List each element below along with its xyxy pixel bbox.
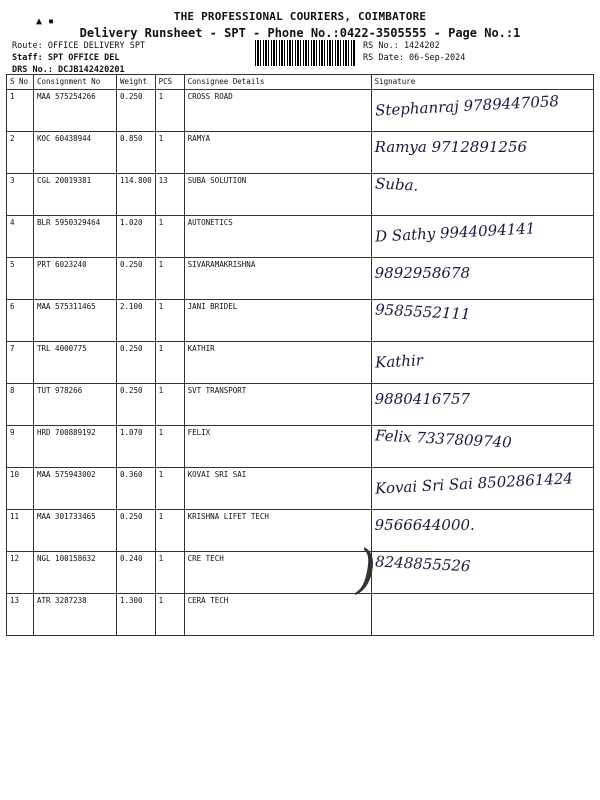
consignment-cell: CGL 20019381 [34,174,117,216]
route-line: Route: OFFICE DELIVERY SPT [12,41,146,51]
consignment-cell: TRL 4000775 [34,342,117,384]
pcs-cell: 1 [155,468,184,510]
weight-cell: 1.070 [117,426,156,468]
consignment-cell: MAA 575311465 [34,300,117,342]
sno-cell: 12 [7,552,34,594]
consignment-cell: ATR 3287238 [34,594,117,636]
pcs-cell: 1 [155,426,184,468]
sno-cell: 2 [7,132,34,174]
pcs-cell: 1 [155,300,184,342]
handwritten-signature [375,594,590,605]
handwritten-signature: Ramya 9712891256 [374,138,528,156]
pcs-cell: 1 [155,384,184,426]
table-row [7,174,594,216]
weight-cell: 0.360 [117,468,156,510]
consignment-cell: NGL 100158632 [34,552,117,594]
handwritten-signature: 9585552111 [374,300,471,324]
staff-line: Staff: SPT OFFICE DEL [12,53,120,63]
weight-cell: 0.240 [117,552,156,594]
pcs-cell: 1 [155,594,184,636]
consignment-cell: MAA 575254266 [34,90,117,132]
table-row [7,342,594,384]
sno-cell: 10 [7,468,34,510]
consignee-cell: SUBA SOLUTION [184,174,371,216]
handwritten-signature: 9566644000. [374,516,475,534]
pcs-cell: 1 [155,342,184,384]
weight-cell: 2.100 [117,300,156,342]
table-row [7,132,594,174]
runsheet-table [6,74,594,636]
consignee-cell: CERA TECH [184,594,371,636]
sno-cell: 9 [7,426,34,468]
consignment-cell: BLR 5950329464 [34,216,117,258]
consignee-cell: SIVARAMAKRISHNA [184,258,371,300]
weight-cell: 0.250 [117,342,156,384]
pcs-cell: 13 [155,174,184,216]
weight-cell: 0.250 [117,510,156,552]
consignee-cell: CROSS ROAD [184,90,371,132]
handwritten-signature: 8248855526 [374,552,471,576]
sno-cell: 11 [7,510,34,552]
consignment-cell: TUT 978266 [34,384,117,426]
sno-cell: 7 [7,342,34,384]
table-row [7,426,594,468]
consignee-cell: AUTONETICS [184,216,371,258]
weight-cell: 0.250 [117,258,156,300]
col-consignee: Consignee Details [184,75,371,90]
col-weight: Weight [117,75,156,90]
weight-cell: 0.850 [117,132,156,174]
consignee-cell: SVT TRANSPORT [184,384,371,426]
sno-cell: 3 [7,174,34,216]
handwritten-signature: D Sathy 9944094141 [374,219,536,246]
sno-cell: 8 [7,384,34,426]
runsheet-subtitle: Delivery Runsheet - SPT - Phone No.:0422-3505555 - Page No.:1 [79,26,521,40]
signature-cell [371,552,593,594]
sno-cell: 1 [7,90,34,132]
handwritten-signature: Stephanraj 9789447058 [374,92,559,120]
table-row [7,300,594,342]
col-consignment: Consignment No [34,75,117,90]
signature-cell [371,90,593,132]
handwritten-signature: Kathir [374,351,423,372]
drs-line: DRS No.: DCJB142420201 [12,65,125,75]
signature-cell [371,384,593,426]
weight-cell: 0.250 [117,384,156,426]
consignment-cell: KOC 60438944 [34,132,117,174]
table-row [7,594,594,636]
handwritten-signature: Suba. [374,174,419,195]
col-pcs: PCS [155,75,184,90]
consignee-cell: KOVAI SRI SAI [184,468,371,510]
pcs-cell: 1 [155,552,184,594]
route-info [12,40,145,76]
consignment-cell: PRT 6023240 [34,258,117,300]
signature-cell [371,300,593,342]
consignee-cell: KATHIR [184,342,371,384]
table-row [7,216,594,258]
table-row [7,468,594,510]
weight-cell: 0.250 [117,90,156,132]
handwritten-signature: 9880416757 [374,390,471,408]
rs-info [363,40,465,64]
document-title: THE PROFESSIONAL COURIERS, COIMBATORE [173,10,427,23]
pcs-cell: 1 [155,216,184,258]
table-header-row [7,75,594,90]
pcs-cell: 1 [155,258,184,300]
bracket-mark: ) [356,540,377,600]
handwritten-signature: Felix 7337809740 [374,426,512,452]
handwritten-signature: Kovai Sri Sai 8502861424 [374,469,574,498]
signature-cell [371,132,593,174]
col-sno: S No [7,75,34,90]
consignee-cell: FELIX [184,426,371,468]
consignee-cell: JANI BRIDEL [184,300,371,342]
weight-cell: 1.300 [117,594,156,636]
sno-cell: 4 [7,216,34,258]
sno-cell: 13 [7,594,34,636]
col-signature: Signature [371,75,593,90]
table-row [7,90,594,132]
rs-number: RS No.: 1424202 [363,41,440,51]
weight-cell: 1.020 [117,216,156,258]
sno-cell: 5 [7,258,34,300]
signature-cell [371,174,593,216]
handwritten-signature: 9892958678 [374,264,471,282]
table-row [7,552,594,594]
consignment-cell: HRD 700889192 [34,426,117,468]
signature-cell [371,342,593,384]
weight-cell: 114.800 [117,174,156,216]
pcs-cell: 1 [155,132,184,174]
consignee-cell: KRISHNA LIFET TECH [184,510,371,552]
consignee-cell: CRE TECH [184,552,371,594]
signature-cell [371,468,593,510]
table-row [7,510,594,552]
signature-cell [371,510,593,552]
table-row [7,258,594,300]
consignment-cell: MAA 575943002 [34,468,117,510]
signature-cell [371,216,593,258]
signature-cell [371,594,593,636]
table-row [7,384,594,426]
rs-date: RS Date: 06-Sep-2024 [363,53,466,63]
sno-cell: 6 [7,300,34,342]
barcode-image [255,40,355,66]
signature-cell [371,426,593,468]
pcs-cell: 1 [155,510,184,552]
signature-cell [371,258,593,300]
corner-marks: ▲ ▪ [36,16,55,27]
pcs-cell: 1 [155,90,184,132]
consignment-cell: MAA 301733465 [34,510,117,552]
consignee-cell: RAMYA [184,132,371,174]
